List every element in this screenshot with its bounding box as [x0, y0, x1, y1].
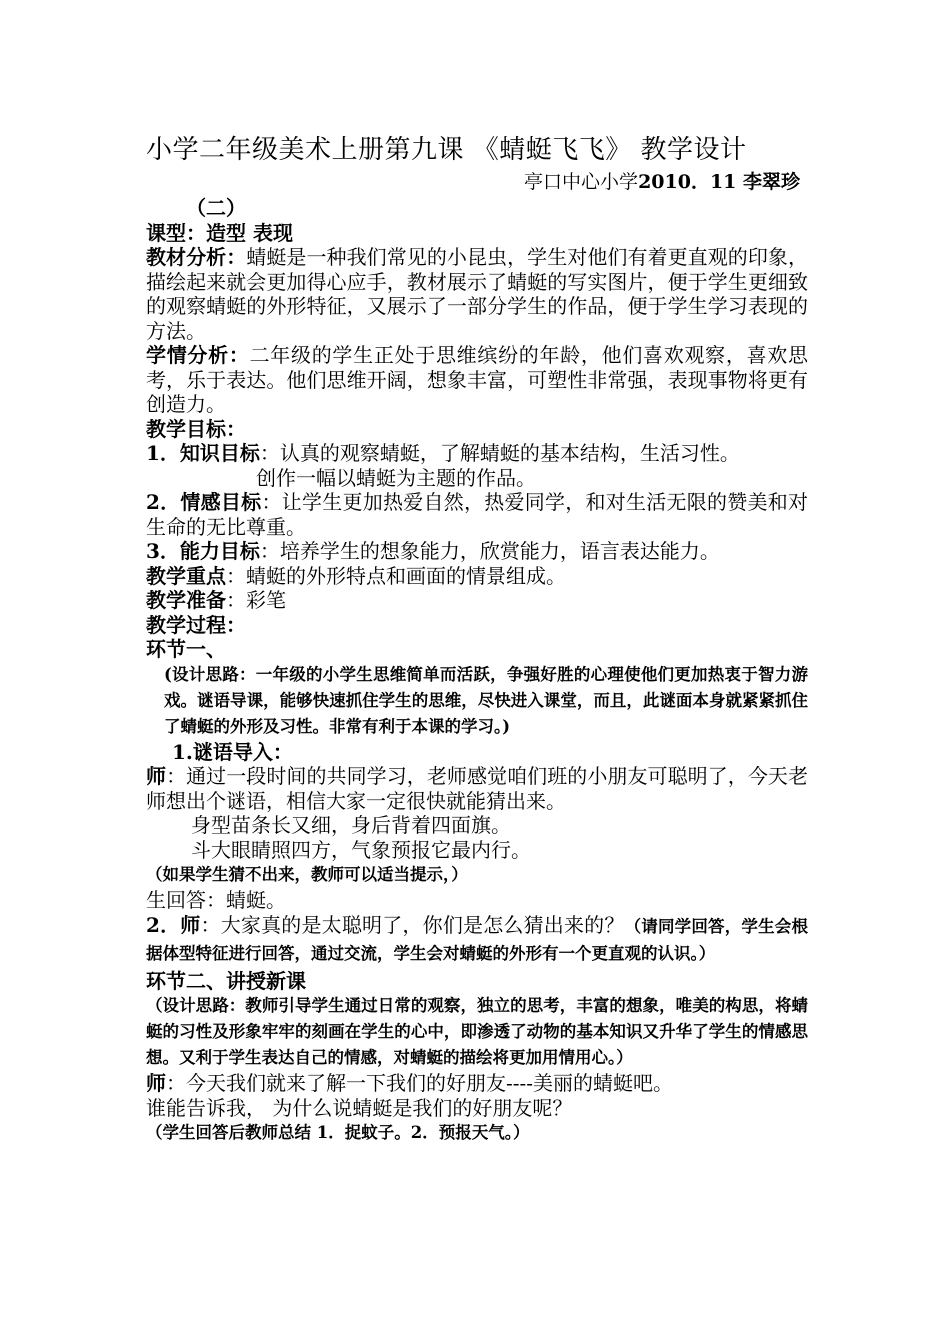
goal1-label: 1．知识目标 [146, 441, 260, 465]
goal-knowledge-line2: 创作一幅以蜻蜓为主题的作品。 [256, 465, 536, 490]
goal3-text: ：培养学生的想象能力，欣赏能力，语言表达能力。 [259, 539, 720, 563]
material-analysis [146, 245, 808, 343]
teacher-intro-text: ：通过一段时间的共同学习，老师感觉咱们班的小朋友可聪明了，今天老师想出个谜语，相信大家一定很快就能猜出来。 [146, 764, 808, 813]
learner-analysis [146, 343, 808, 417]
learner-label: 学情分析： [146, 343, 250, 367]
student-answer: 生回答：蜻蜓。 [146, 888, 286, 912]
goal-emotion [146, 490, 808, 539]
riddle-line-1: 身型苗条长又细，身后背着四面旗。 [191, 813, 511, 837]
stage1-heading: 环节一、 [146, 637, 226, 661]
document-body [146, 132, 808, 1146]
teacher-label: 师 [146, 764, 167, 788]
teaching-focus [146, 564, 808, 589]
goals-heading: 教学目标： [146, 416, 246, 441]
goal1-text: ：认真的观察蜻蜓，了解蜻蜓的基本结构，生活习性。 [259, 441, 740, 465]
document-title: 小学二年级美术上册第九课 《蜻蜓飞飞》 教学设计 [146, 135, 747, 165]
prep-text: ：彩笔 [226, 588, 286, 612]
goal-ability [146, 539, 808, 564]
teacher2-label: 师 [146, 1071, 166, 1095]
summary-note: （学生回答后教师总结 1．捉蚊子。2．预报天气。） [146, 1123, 530, 1142]
stage2-heading: 环节二、讲授新课 [146, 968, 306, 993]
stage1-design-note: (设计思路：一年级的小学生思维简单而活跃，争强好胜的心理使他们更加热衷于智力游戏。谜语导课，能够快速抓住学生的思维，尽快进入课堂，而且，此谜面本身就紧紧抓住了蜻蜓的外形及习性。非常有利于本课的学习。) [164, 664, 808, 736]
document-subtitle: （二） [186, 196, 246, 220]
teaching-prep [146, 588, 808, 613]
teacher-friend-line [146, 1071, 808, 1096]
process-heading: 教学过程： [146, 612, 246, 637]
course-type: 课型：造型 表现 [146, 220, 293, 245]
goal-knowledge [146, 441, 808, 466]
byline-date-author: 2010．11 李翠珍 [638, 171, 800, 193]
goal3-label: 3．能力目标 [146, 539, 260, 563]
goal2-label: 2．情感目标 [146, 490, 262, 514]
prep-label: 教学准备 [146, 588, 226, 612]
focus-label: 教学重点 [146, 563, 226, 588]
material-text: 蜻蜓是一种我们常见的小昆虫，学生对他们有着更直观的印象，描绘起来就会更加得心应手，教材展示了蜻蜓的写实图片，便于学生更细致的观察蜻蜓的外形特征，又展示了一部分学生的作品，便于学生学习表现的方法。 [146, 245, 808, 343]
riddle-heading: 1.谜语导入： [172, 739, 293, 764]
question-line: 谁能告诉我， 为什么说蜻蜓是我们的好朋友呢？ [146, 1095, 573, 1120]
stage2-design-note: （设计思路：教师引导学生通过日常的观察，独立的思考，丰富的想象，唯美的构思，将蜻蜓的习性及形象牢牢的刻画在学生的心中，即渗透了动物的基本知识又升华了学生的情感思想。又利于学生表达自己的情感，对蜻蜓的描绘将更加用情用心。） [146, 996, 808, 1067]
focus-text: ：蜻蜓的外形特点和画面的情景组成。 [226, 563, 566, 588]
teacher-intro [146, 764, 808, 813]
q2-text: ：大家真的是太聪明了，你们是怎么猜出来的？ [200, 912, 625, 937]
question-two [146, 913, 808, 967]
q2-label: 2．师 [146, 912, 201, 937]
byline-school: 亭口中心小学 [524, 171, 639, 193]
goal2-text: ：让学生更加热爱自然，热爱同学，和对生活无限的赞美和对生命的无比尊重。 [146, 490, 809, 539]
teacher2-text: ：今天我们就来了解一下我们的好朋友----美丽的蜻蜓吧。 [166, 1071, 674, 1095]
learner-text: 二年级的学生正处于思维缤纷的年龄，他们喜欢观察，喜欢思考，乐于表达。他们思维开阔，想象丰富，可塑性非常强，表现事物将更有创造力。 [146, 343, 809, 416]
material-label: 教材分析： [146, 245, 247, 269]
q2-note: （请同学回答，学生会根据体型特征进行回答，通过交流，学生会对蜻蜓的外形有一个更直观的认识。） [146, 916, 808, 963]
hint-note: （如果学生猜不出来，教师可以适当提示，） [146, 865, 468, 884]
riddle-line-2: 斗大眼睛照四方，气象预报它最内行。 [191, 837, 531, 862]
author-byline [146, 168, 808, 196]
